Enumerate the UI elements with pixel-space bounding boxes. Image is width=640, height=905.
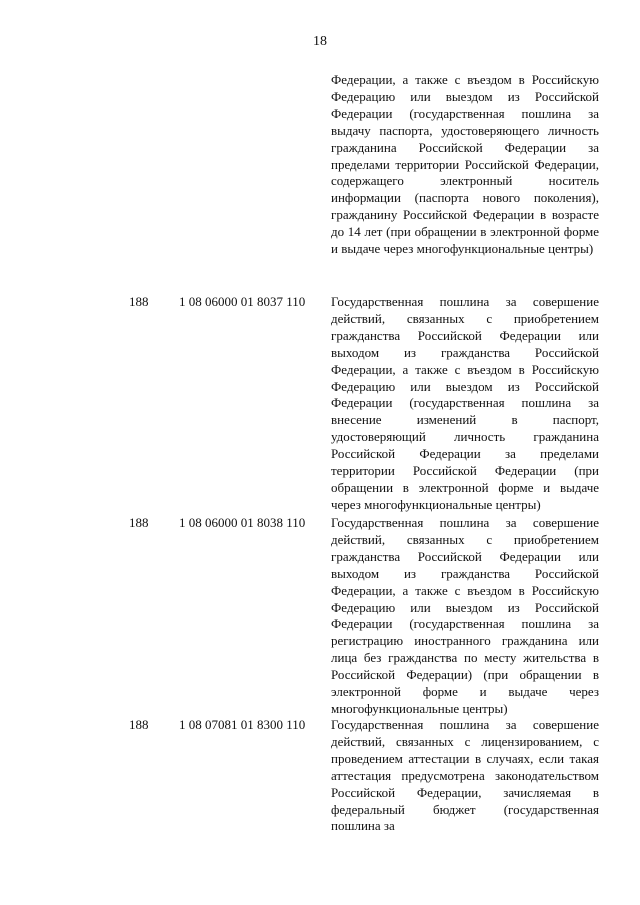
kbk-code: 1 08 07081 01 8300 110 (179, 717, 306, 732)
page-number: 18 (313, 34, 327, 49)
table-row (0, 294, 640, 512)
continued-description: Федерации, а также с въездом в Российскую Федерацию или выездом из Российской Федерации (государственная пошлина за выдачу паспорта, удостоверяющего личность гражданина Российской Федерации за пределами территории Российской Федерации, содержащего электронный носитель информации (паспорта нового поколения), гражданину Российской Федерации в возрасте до 14 лет (при обращении в электронной форме и выдаче через многофункциональные центры) (331, 72, 599, 257)
table-row (0, 515, 640, 716)
table-row (0, 717, 640, 834)
kbk-code: 1 08 06000 01 8037 110 (179, 294, 306, 309)
admin-code: 188 (129, 717, 149, 732)
kbk-code: 1 08 06000 01 8038 110 (179, 515, 306, 530)
admin-code: 188 (129, 294, 149, 309)
row-description: Государственная пошлина за совершение действий, связанных с лицензированием, с проведением аттестации в случаях, если такая аттестация предусмотрена законодательством Российской Федерации, зачисляемая в федеральный бюджет (государственная пошлина за (331, 717, 599, 834)
admin-code: 188 (129, 515, 149, 530)
row-description: Государственная пошлина за совершение действий, связанных с приобретением гражданства Российской Федерации или выходом из гражданства Российской Федерации, а также с въездом в Российскую Федерацию или выездом из Российской Федерации (государственная пошлина за внесение изменений в паспорт, удостоверяющий личность гражданина Российской Федерации за пределами территории Российской Федерации (при обращении в электронной форме и выдаче через многофункциональные центры) (331, 294, 599, 512)
row-description: Государственная пошлина за совершение действий, связанных с приобретением гражданства Российской Федерации или выходом из гражданства Российской Федерации, а также с въездом в Российскую Федерацию или выездом из Российской Федерации (государственная пошлина за регистрацию иностранного гражданина или лица без гражданства по месту жительства в Российской Федерации) (при обращении в электронной форме и выдаче через многофункциональные центры) (331, 515, 599, 716)
